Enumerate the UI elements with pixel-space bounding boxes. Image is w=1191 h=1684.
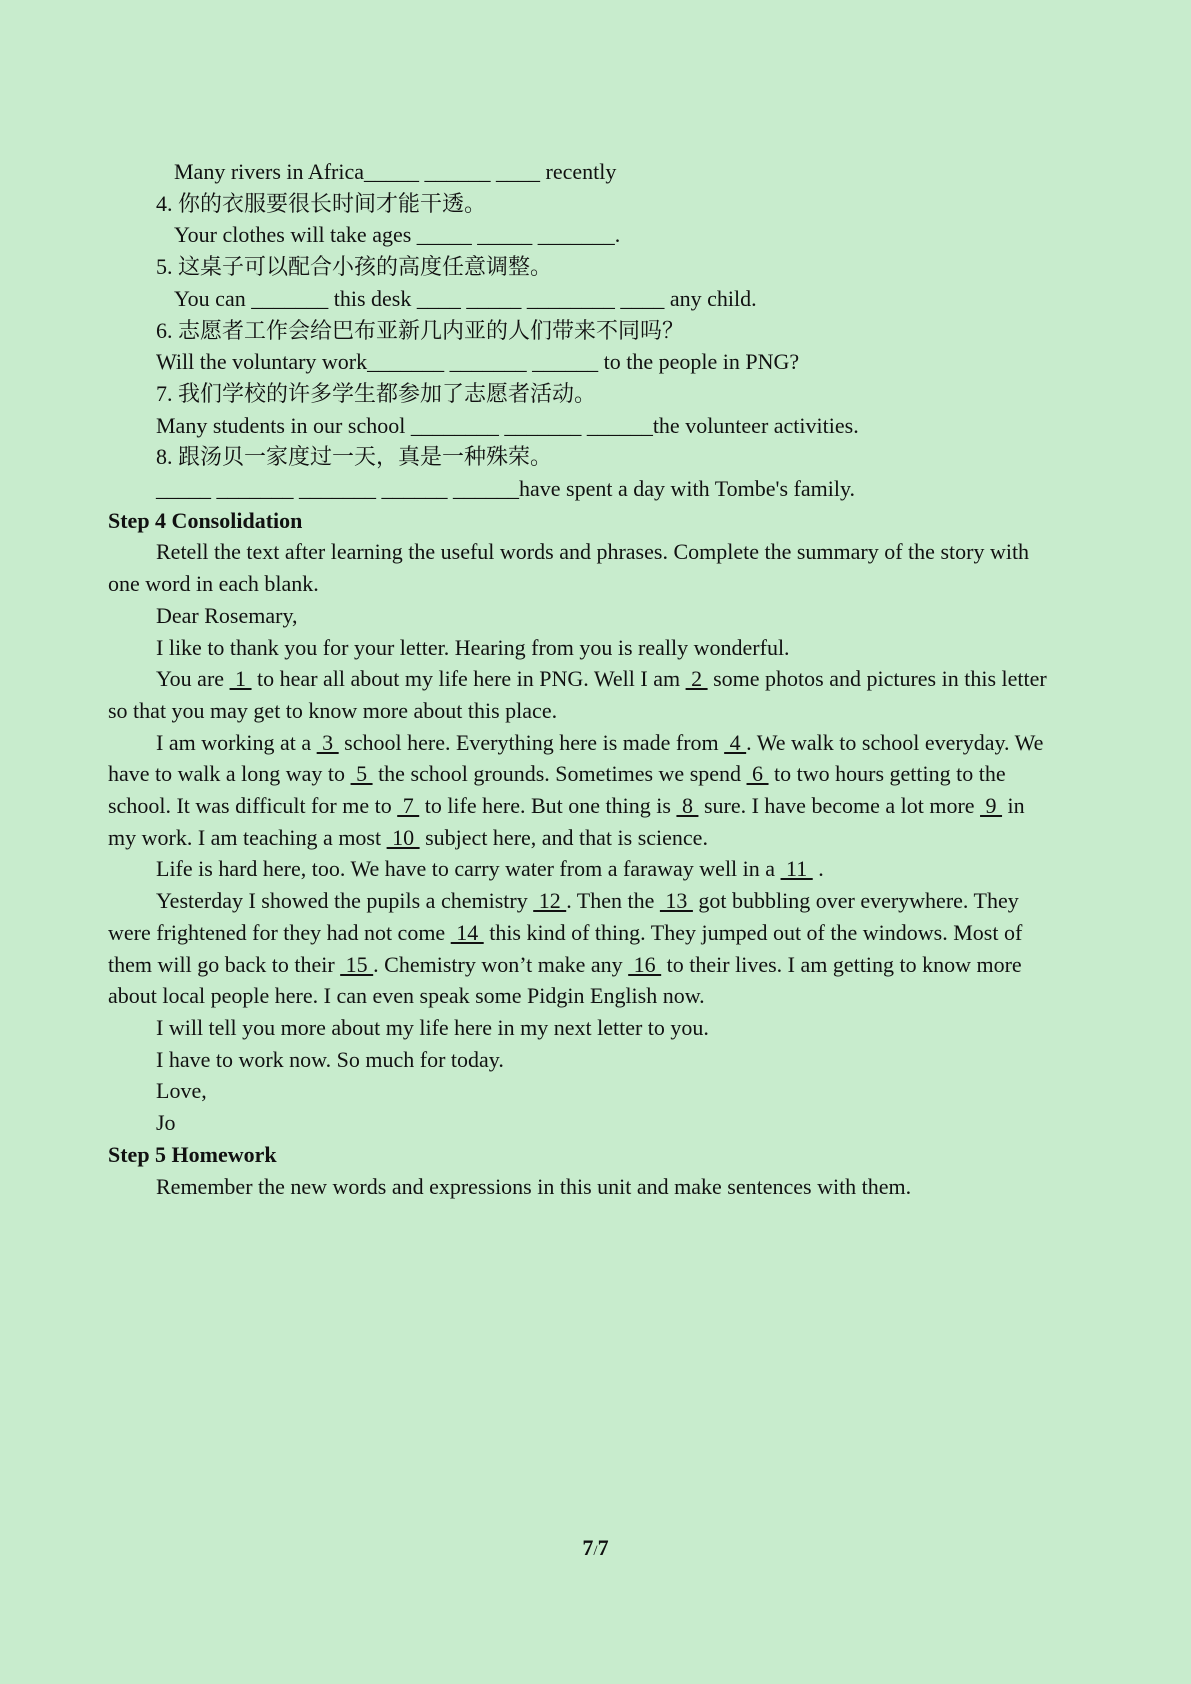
step5-heading: Step 5 Homework [108, 1141, 277, 1167]
blank-7: 7 [397, 793, 420, 819]
blank-4: 4 [724, 729, 747, 755]
blank-16: 16 [628, 951, 662, 977]
blank-10: 10 [386, 824, 420, 850]
blank-5: 5 [350, 761, 373, 787]
blank-15: 15 [340, 951, 374, 977]
blank-2: 2 [685, 666, 708, 692]
letter-signature: Jo [156, 1110, 176, 1136]
letter-closing: Love, [156, 1078, 207, 1104]
page-number: 7/7 [582, 1535, 609, 1560]
q7-chinese: 7. 我们学校的许多学生都参加了志愿者活动。 [156, 380, 597, 406]
blank-9: 9 [980, 793, 1003, 819]
blank-11: 11 [780, 856, 813, 882]
step5-text: Remember the new words and expressions in this unit and make sentences with them. [156, 1173, 912, 1199]
blank-12: 12 [533, 888, 567, 914]
page-content [108, 156, 1048, 1202]
step4-heading: Step 4 Consolidation [108, 507, 303, 533]
step4-instruction: Retell the text after learning the useful words and phrases. Complete the summary of the story with one word in each blank. [108, 539, 1030, 597]
letter-paragraph-1: I like to thank you for your letter. Hearing from you is really wonderful. [156, 634, 790, 660]
letter-paragraph-3: I am working at a 3 school here. Everything here is made from 4 . We walk to school everyday. We have to walk a long way to 5 the school grounds. Sometimes we spend 6 to two hours getting to the school. It was difficult for me to 7 to life here. But one thing is 8 sure. I have become a lot more 9 in my work. I am teaching a most 10 subject here, and that is science. [108, 729, 1044, 850]
letter-paragraph-2: You are 1 to hear all about my life here in PNG. Well I am 2 some photos and pictures in this letter so that you may get to know more about this place. [108, 666, 1047, 723]
q6-english: Will the voluntary work_______ _______ ______ to the people in PNG? [156, 349, 800, 375]
q3-english: Many rivers in Africa_____ ______ ____ recently [174, 159, 617, 184]
q8-english: _____ _______ _______ ______ ______have spent a day with Tombe's family. [156, 476, 856, 502]
letter-greeting: Dear Rosemary, [156, 602, 298, 628]
q4-english: Your clothes will take ages _____ _____ _______. [174, 222, 621, 248]
letter-paragraph-6: I will tell you more about my life here in my next letter to you. [156, 1014, 709, 1040]
blank-13: 13 [659, 888, 693, 914]
letter-paragraph-4: Life is hard here, too. We have to carry water from a faraway well in a 11 . [156, 856, 824, 882]
q6-chinese: 6. 志愿者工作会给巴布亚新几内亚的人们带来不同吗？ [156, 317, 685, 343]
letter-paragraph-7: I have to work now. So much for today. [156, 1046, 504, 1072]
q5-chinese: 5. 这桌子可以配合小孩的高度任意调整。 [156, 254, 553, 280]
letter-paragraph-5: Yesterday I showed the pupils a chemistry 12 . Then the 13 got bubbling over everywhere. They were frightened for they had not come 14 this kind of thing. They jumped out of the windows. Most of them will go back to their 15 . Chemistry won’t make any 16 to their lives. I am getting to know more about local people here. I can even speak some Pidgin English now. [108, 888, 1023, 1009]
blank-14: 14 [450, 919, 484, 945]
q4-chinese: 4. 你的衣服要很长时间才能干透。 [156, 190, 487, 216]
blank-3: 3 [316, 729, 339, 755]
blank-1: 1 [229, 666, 252, 692]
blank-8: 8 [676, 793, 699, 819]
q8-chinese: 8. 跟汤贝一家度过一天，真是一种殊荣。 [156, 444, 553, 470]
blank-6: 6 [746, 761, 769, 787]
q5-english: You can _______ this desk ____ _____ ________ ____ any child. [174, 285, 757, 311]
q7-english: Many students in our school ________ _______ ______the volunteer activities. [156, 412, 859, 438]
